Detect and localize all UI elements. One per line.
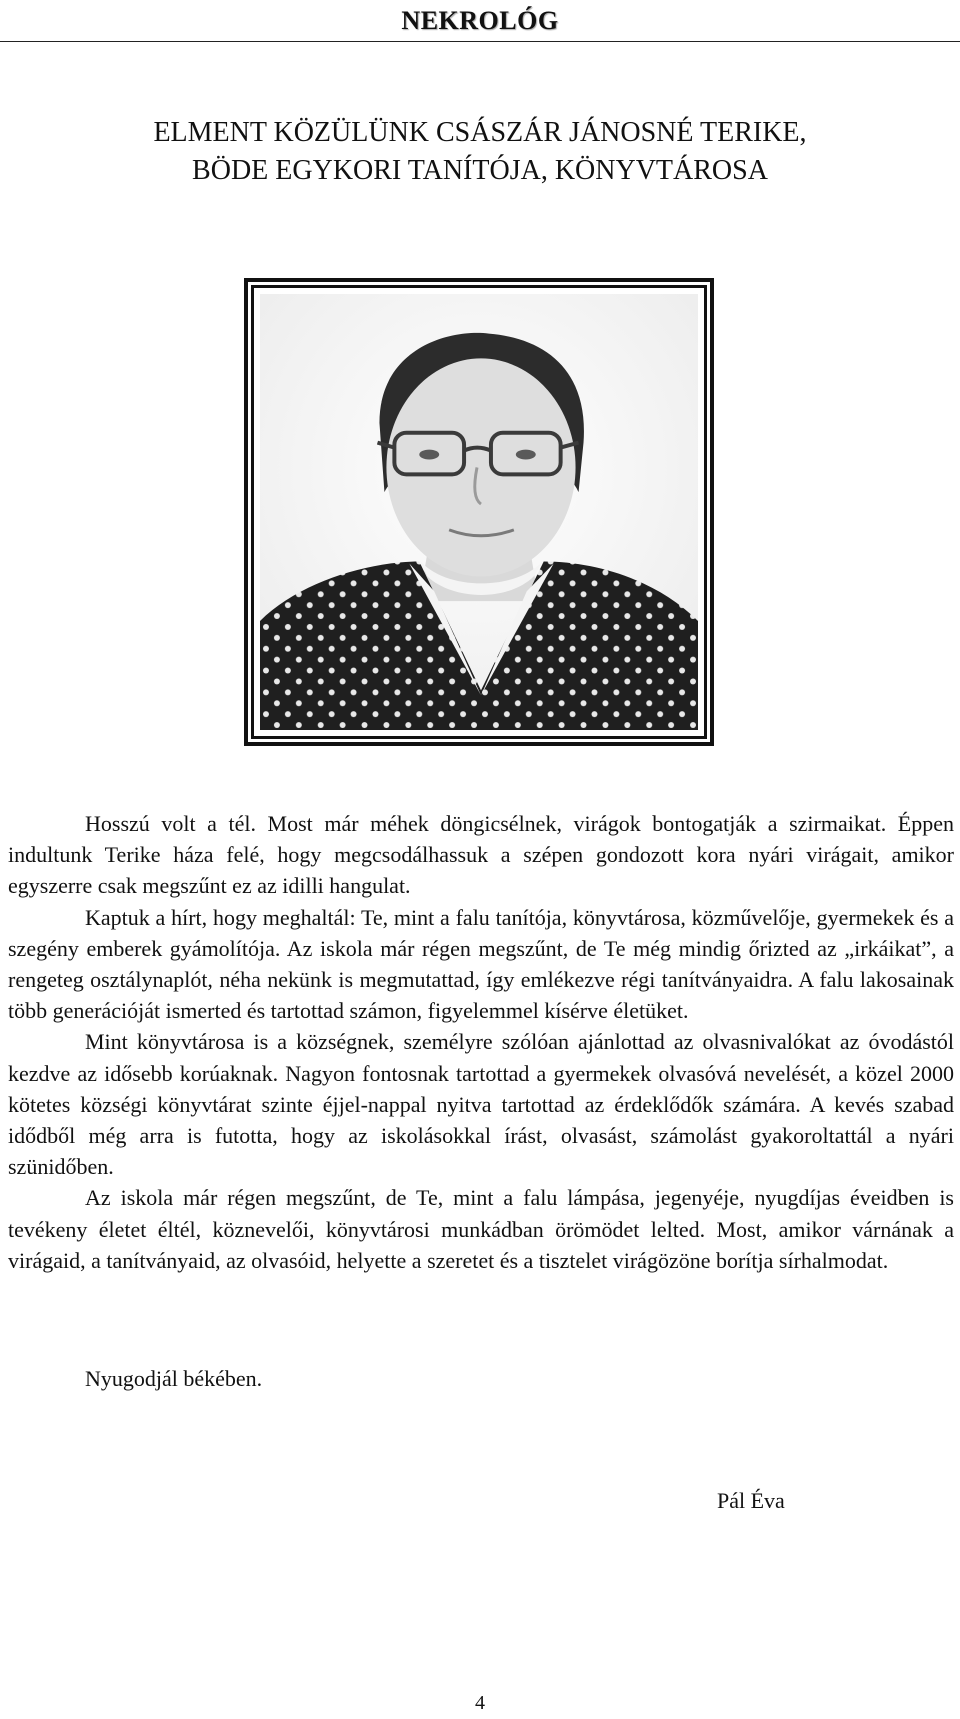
paragraph-2: Kaptuk a hírt, hogy meghaltál: Te, mint a falu tanítója, könyvtárosa, közművelője, gyermekek és a szegény emberek gyámolítója. Az iskola már régen megszűnt, de Te még mindig őrizted az „irkáikat”, a rengeteg osztálynaplót, néha nekünk is megmutattad, így emlékezve régi tanítványaidra. A falu lakosainak több generációját ismerted és tartottad számon, figyelemmel kísérve életüket. bbox=[8, 904, 954, 1024]
closing-line: Nyugodjál békében. bbox=[85, 1366, 263, 1391]
portrait-image bbox=[260, 294, 698, 730]
portrait-photo bbox=[251, 285, 707, 739]
portrait-frame bbox=[244, 278, 714, 746]
paragraph-3: Mint könyvtárosa is a községnek, személyre szólóan ajánlottad az olvasnivalókat az óvodástól kezdve az idősebb korúaknak. Nagyon fontosnak tartottad a gyermekek olvasóvá nevelését, a közel 2000 kötetes községi könyvtárat szinte éjjel-nappal nyitva tartottad az érdeklődők számára. A kevés szabad idődből még arra is futotta, hogy az iskolásokkal írást, olvasást, számolást gyakoroltattál a nyári szünidőben. bbox=[8, 1029, 954, 1180]
article-body bbox=[8, 808, 954, 1276]
headline-line-2: BÖDE EGYKORI TANÍTÓJA, KÖNYVTÁROSA bbox=[192, 155, 768, 186]
author-signature: Pál Éva bbox=[717, 1488, 785, 1513]
paragraph-1: Hosszú volt a tél. Most már méhek döngicsélnek, virágok bontogatják a szirmaikat. Éppen indultunk Terike háza felé, hogy megcsodálhassuk a szépen gondozott kora nyári virágait, amikor egyszerre csak megszűnt ez az idilli hangulat. bbox=[8, 811, 954, 899]
section-title: NEKROLÓG bbox=[401, 6, 559, 35]
page-header bbox=[0, 0, 960, 42]
headline-line-1: ELMENT KÖZÜLÜNK CSÁSZÁR JÁNOSNÉ TERIKE, bbox=[153, 117, 807, 148]
paragraph-4: Az iskola már régen megszűnt, de Te, mint a falu lámpása, jegenyéje, nyugdíjas éveidben is tevékeny életet éltél, köznevelői, könyvtárosi munkádban örömödet lelted. Most, amikor várnának a virágaid, a tanítványaid, az olvasóid, helyette a szeretet és a tisztelet virágözöne borítja sírhalmodat. bbox=[8, 1185, 954, 1273]
page-number: 4 bbox=[475, 1692, 485, 1714]
article-headline bbox=[40, 114, 920, 190]
